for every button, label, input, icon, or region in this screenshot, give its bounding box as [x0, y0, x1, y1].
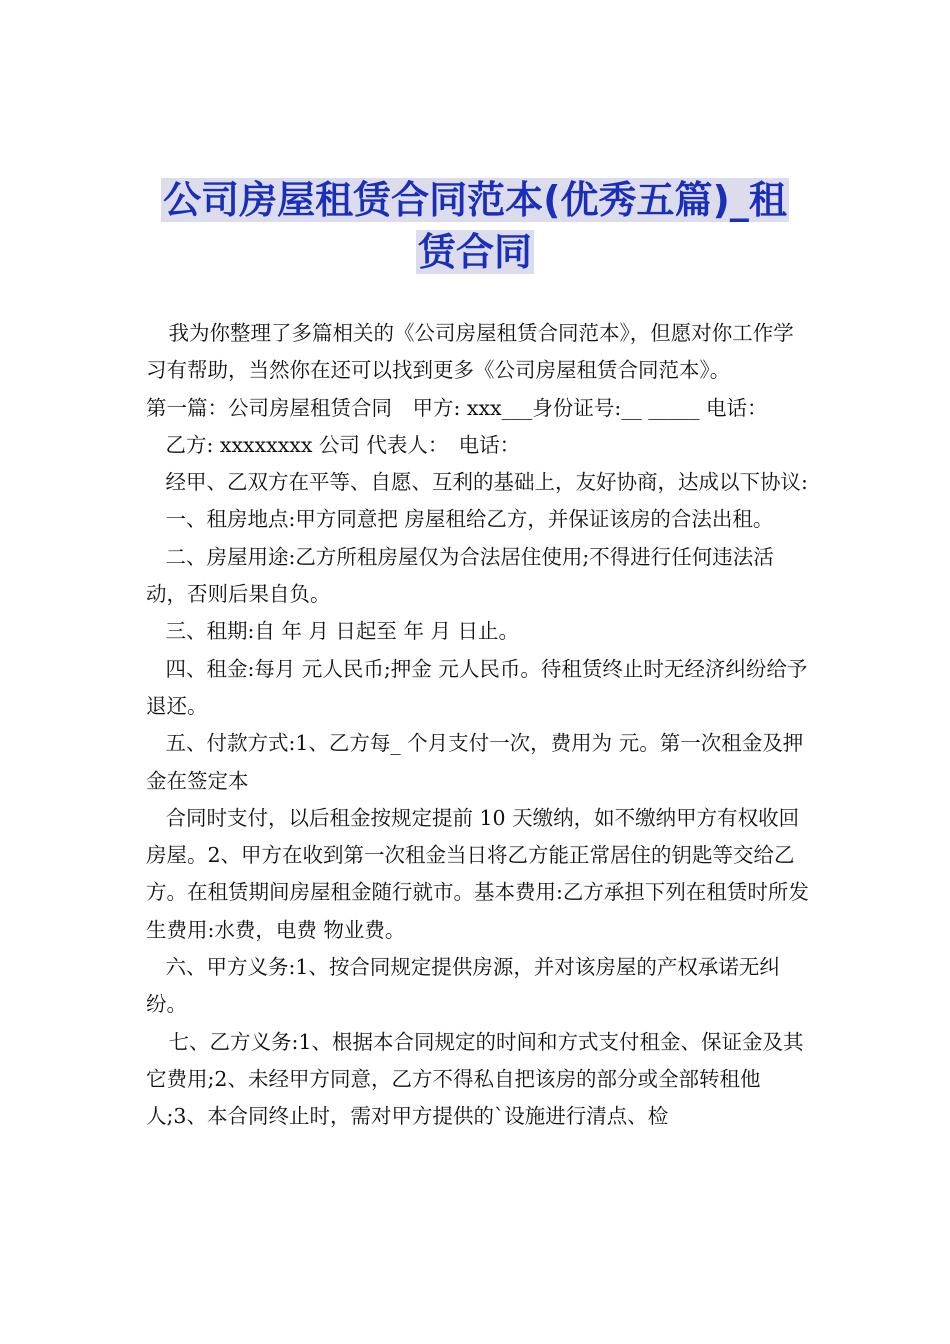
- document-title-line-1: 公司房屋租赁合同范本(优秀五篇)_租: [163, 178, 787, 222]
- section-heading-first: 第一篇：公司房屋租赁合同 甲方: xxx___身份证号:__ _____ 电话：: [146, 395, 768, 420]
- clause-7: 七、乙方义务:1、根据本合同规定的时间和方式支付租金、保证金及其它费用;2、未经甲方同意，乙方不得私自把该房的部分或全部转租他人;3、本合同终止时，需对甲方提供的`设施进行清点、检: [146, 1029, 804, 1129]
- document-title-line-2: 赁合同: [417, 230, 532, 274]
- clause-3: 三、租期:自 年 月 日起至 年 月 日止。: [165, 619, 519, 644]
- document-body: [146, 315, 810, 1136]
- intro-paragraph: 我为你整理了多篇相关的《公司房屋租赁合同范本》，但愿对你工作学习有帮助，当然你在还可以找到更多《公司房屋租赁合同范本》。: [146, 321, 794, 383]
- party-b-line: 乙方: xxxxxxxx 公司 代表人： 电话：: [165, 432, 521, 457]
- agreement-paragraph: 经甲、乙双方在平等、自愿、互利的基础上，友好协商，达成以下协议:: [165, 470, 808, 495]
- clause-5-continued: 合同时支付，以后租金按规定提前 10 天缴纳，如不缴纳甲方有权收回房屋。2、甲方在收到第一次租金当日将乙方能正常居住的钥匙等交给乙方。在租赁期间房屋租金随行就市。基本费用:乙方承担下列在租赁时所发生费用:水费，电费 物业费。: [146, 805, 809, 942]
- clause-2: 二、房屋用途:乙方所租房屋仅为合法居住使用;不得进行任何违法活动，否则后果自负。: [146, 544, 774, 607]
- clause-6: 六、甲方义务:1、按合同规定提供房源，并对该房屋的产权承诺无纠纷。: [146, 955, 780, 1017]
- clause-1: 一、租房地点:甲方同意把 房屋租给乙方，并保证该房的合法出租。: [165, 507, 774, 532]
- clause-5: 五、付款方式:1、乙方每_ 个月支付一次，费用为 元。第一次租金及押金在签定本: [146, 731, 804, 793]
- clause-4: 四、租金:每月 元人民币;押金 元人民币。待租赁终止时无经济纠纷给予退还。: [146, 656, 808, 718]
